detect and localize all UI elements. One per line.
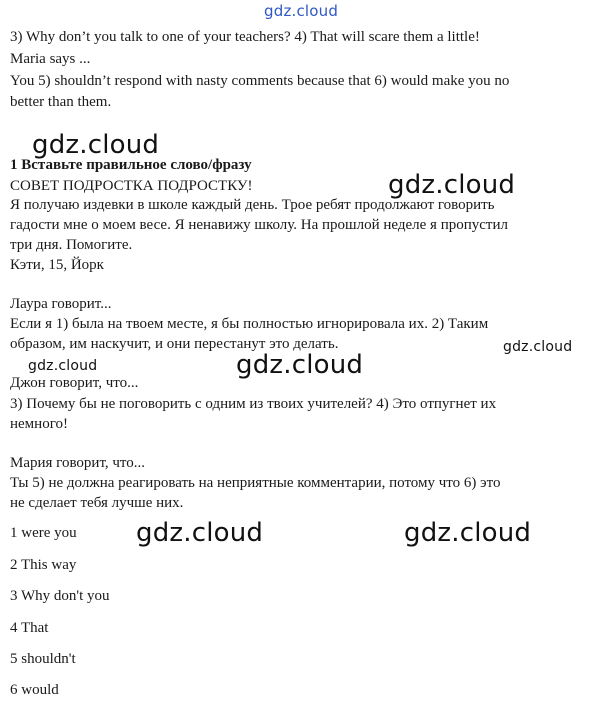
watermark-top: gdz.cloud bbox=[264, 2, 339, 20]
letter-line-2: гадости мне о моем весе. Я ненавижу школу. На прошлой неделе я пропустил bbox=[10, 217, 508, 233]
watermark-5: gdz.cloud bbox=[236, 350, 364, 380]
english-line-4: better than them. bbox=[10, 94, 112, 110]
maria-line-2: не сделает тебя лучше них. bbox=[10, 495, 184, 511]
laura-line-1: Если я 1) была на твоем месте, я бы полностью игнорировала их. 2) Таким bbox=[10, 316, 489, 332]
answer-5: 5 shouldn't bbox=[10, 651, 76, 667]
watermark-7: gdz.cloud bbox=[404, 518, 532, 548]
answer-2: 2 This way bbox=[10, 557, 77, 573]
signature: Кэти, 15, Йорк bbox=[10, 257, 104, 273]
english-line-1: 3) Why don’t you talk to one of your teachers? 4) That will scare them a little! bbox=[10, 29, 480, 45]
answer-4: 4 That bbox=[10, 620, 49, 636]
laura-intro: Лаура говорит... bbox=[10, 296, 112, 312]
watermark-1: gdz.cloud bbox=[32, 130, 160, 160]
letter-line-1: Я получаю издевки в школе каждый день. Трое ребят продолжают говорить bbox=[10, 197, 495, 213]
maria-intro: Мария говорит, что... bbox=[10, 455, 146, 471]
laura-line-2: образом, им наскучит, и они перестанут это делать. bbox=[10, 336, 339, 352]
task-title: СОВЕТ ПОДРОСТКА ПОДРОСТКУ! bbox=[10, 178, 253, 194]
john-intro: Джон говорит, что... bbox=[10, 375, 139, 391]
john-line-1: 3) Почему бы не поговорить с одним из твоих учителей? 4) Это отпугнет их bbox=[10, 396, 497, 412]
watermark-2: gdz.cloud bbox=[388, 170, 516, 200]
watermark-3: gdz.cloud bbox=[503, 339, 573, 355]
english-line-2: Maria says ... bbox=[10, 51, 91, 67]
answer-1: 1 were you bbox=[10, 525, 77, 541]
maria-line-1: Ты 5) не должна реагировать на неприятные комментарии, потому что 6) это bbox=[10, 475, 501, 491]
answer-6: 6 would bbox=[10, 682, 59, 698]
answer-3: 3 Why don't you bbox=[10, 588, 110, 604]
task-heading: 1 Вставьте правильное слово/фразу bbox=[10, 157, 252, 173]
john-line-2: немного! bbox=[10, 416, 68, 432]
watermark-4: gdz.cloud bbox=[28, 358, 98, 374]
english-line-3: You 5) shouldn’t respond with nasty comments because that 6) would make you no bbox=[10, 73, 510, 89]
letter-line-3: три дня. Помогите. bbox=[10, 237, 133, 253]
watermark-6: gdz.cloud bbox=[136, 518, 264, 548]
